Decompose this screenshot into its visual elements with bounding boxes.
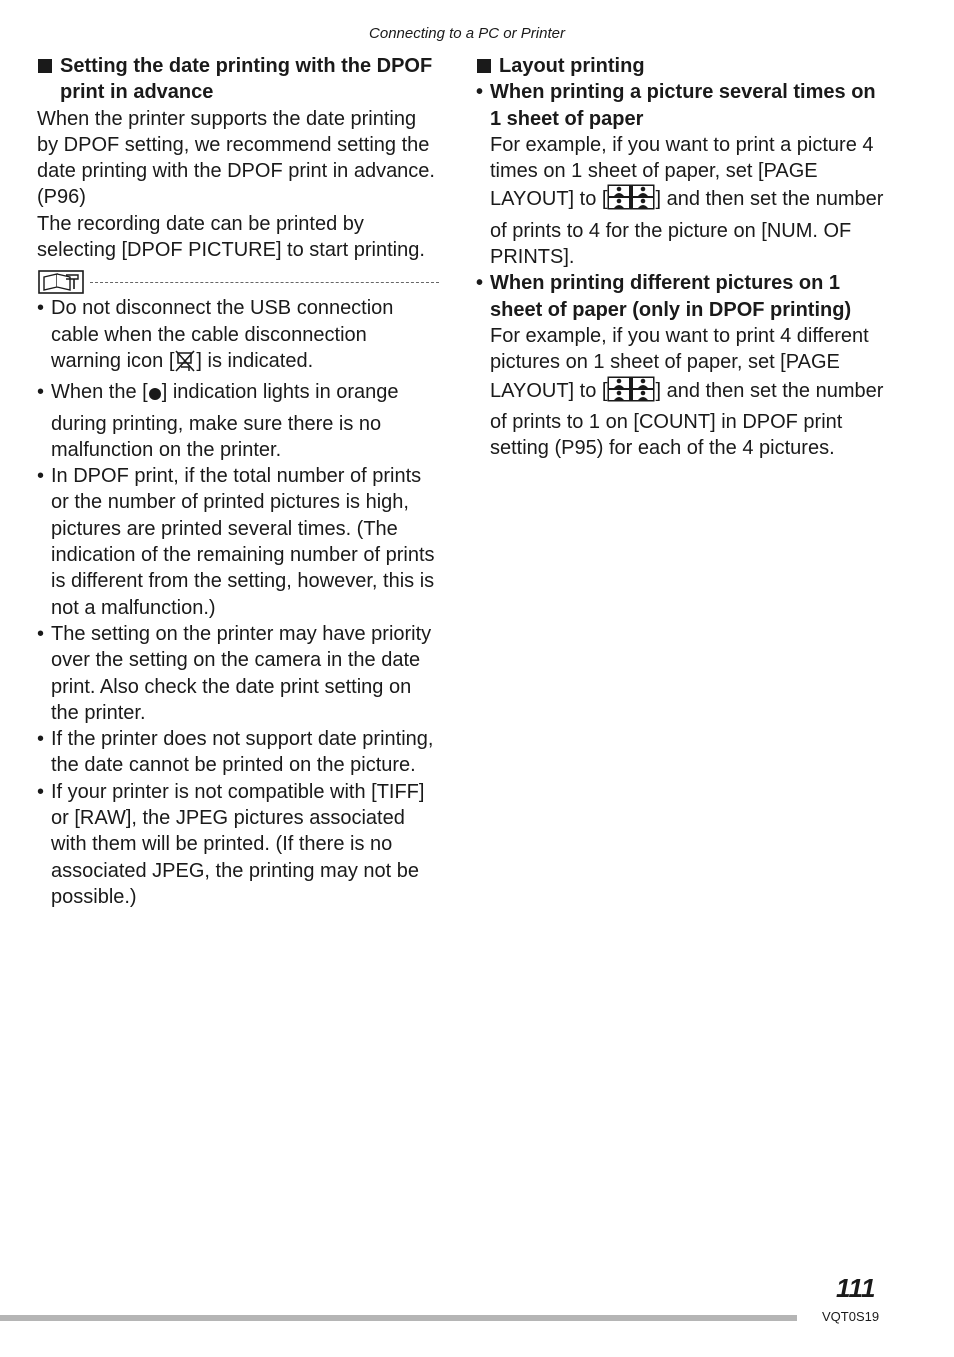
list-item: • Do not disconnect the USB connection cable when the cable disconnection warning icon [ ] is indicated.: [37, 295, 442, 379]
left-column: [37, 53, 442, 910]
square-bullet-icon: [477, 59, 491, 73]
right-column: [476, 53, 886, 461]
recording-date-paragraph: The recording date can be printed by selecting [DPOF PICTURE] to start printing.: [37, 212, 425, 262]
list-item: • When the [ ] indication lights in orange during printing, make sure there is no malfunction on the printer.: [37, 381, 399, 461]
four-up-layout-icon: [607, 376, 655, 409]
list-item: • In DPOF print, if the total number of prints or the number of printed pictures is high, pictures are printed several times. (The indication of the remaining number of prints is different from the setting, however, this is not a malfunction.): [37, 465, 435, 619]
list-item: • The setting on the printer may have priority over the setting on the camera in the date print. Also check the date print setting on the printer.: [37, 622, 432, 724]
cable-disconnect-warning-icon: [174, 350, 196, 379]
note-book-icon: [38, 270, 84, 294]
item-body: For example, if you want to print a picture 4 times on 1 sheet of paper, set [PAGE LAYOUT] to [ ] and then set the number of prints to 4 for the picture on [NUM. OF PRINTS].: [490, 133, 884, 269]
section-heading-date-printing: Setting the date printing with the DPOF print in advance: [37, 53, 442, 106]
list-item: • When printing a picture several times on 1 sheet of paper For example, if you want to print a picture 4 times on 1 sheet of paper, set [PAGE LAYOUT] to [ ] and then set the number of prints to 4 for the picture on [NUM. OF PRINTS].: [476, 79, 886, 270]
running-header: Connecting to a PC or Printer: [369, 25, 565, 42]
list-item: • When printing different pictures on 1 sheet of paper (only in DPOF printing) For example, if you want to print 4 different pictures on 1 sheet of paper, set [PAGE LAYOUT] to [ ] and then set the number of prints to 1 on [COUNT] in DPOF print setting (P95) for each of the 4 pictures.: [476, 270, 886, 461]
page-number: 111: [836, 1273, 876, 1303]
list-item: • If your printer is not compatible with [TIFF] or [RAW], the JPEG pictures associated with them will be printed. (If there is no associated JPEG, the printing may not be possible.): [37, 780, 425, 908]
section-heading-layout-printing: Layout printing: [476, 53, 886, 79]
item-title: When printing different pictures on 1 sheet of paper (only in DPOF printing): [490, 272, 852, 321]
list-item: • If the printer does not support date printing, the date cannot be printed on the picture.: [37, 728, 434, 777]
square-bullet-icon: [38, 59, 52, 73]
layout-list: [476, 79, 886, 461]
footer-bar: [0, 1315, 797, 1321]
dashed-divider: [90, 282, 439, 283]
intro-paragraph: When the printer supports the date printing by DPOF setting, we recommend setting the date printing with the DPOF print in advance. (P96): [37, 107, 435, 209]
notes-list: [37, 295, 442, 910]
four-up-layout-icon: [607, 184, 655, 217]
item-title: When printing a picture several times on 1 sheet of paper: [490, 81, 876, 130]
filled-circle-icon: [148, 384, 162, 410]
document-code: VQT0S19: [822, 1309, 880, 1324]
item-body: For example, if you want to print 4 different pictures on 1 sheet of paper, set [PAGE LAYOUT] to [ ] and then set the number of prints to 1 on [COUNT] in DPOF print setting (P95) for each of the 4 pictures.: [490, 324, 884, 460]
note-separator: [37, 269, 442, 295]
